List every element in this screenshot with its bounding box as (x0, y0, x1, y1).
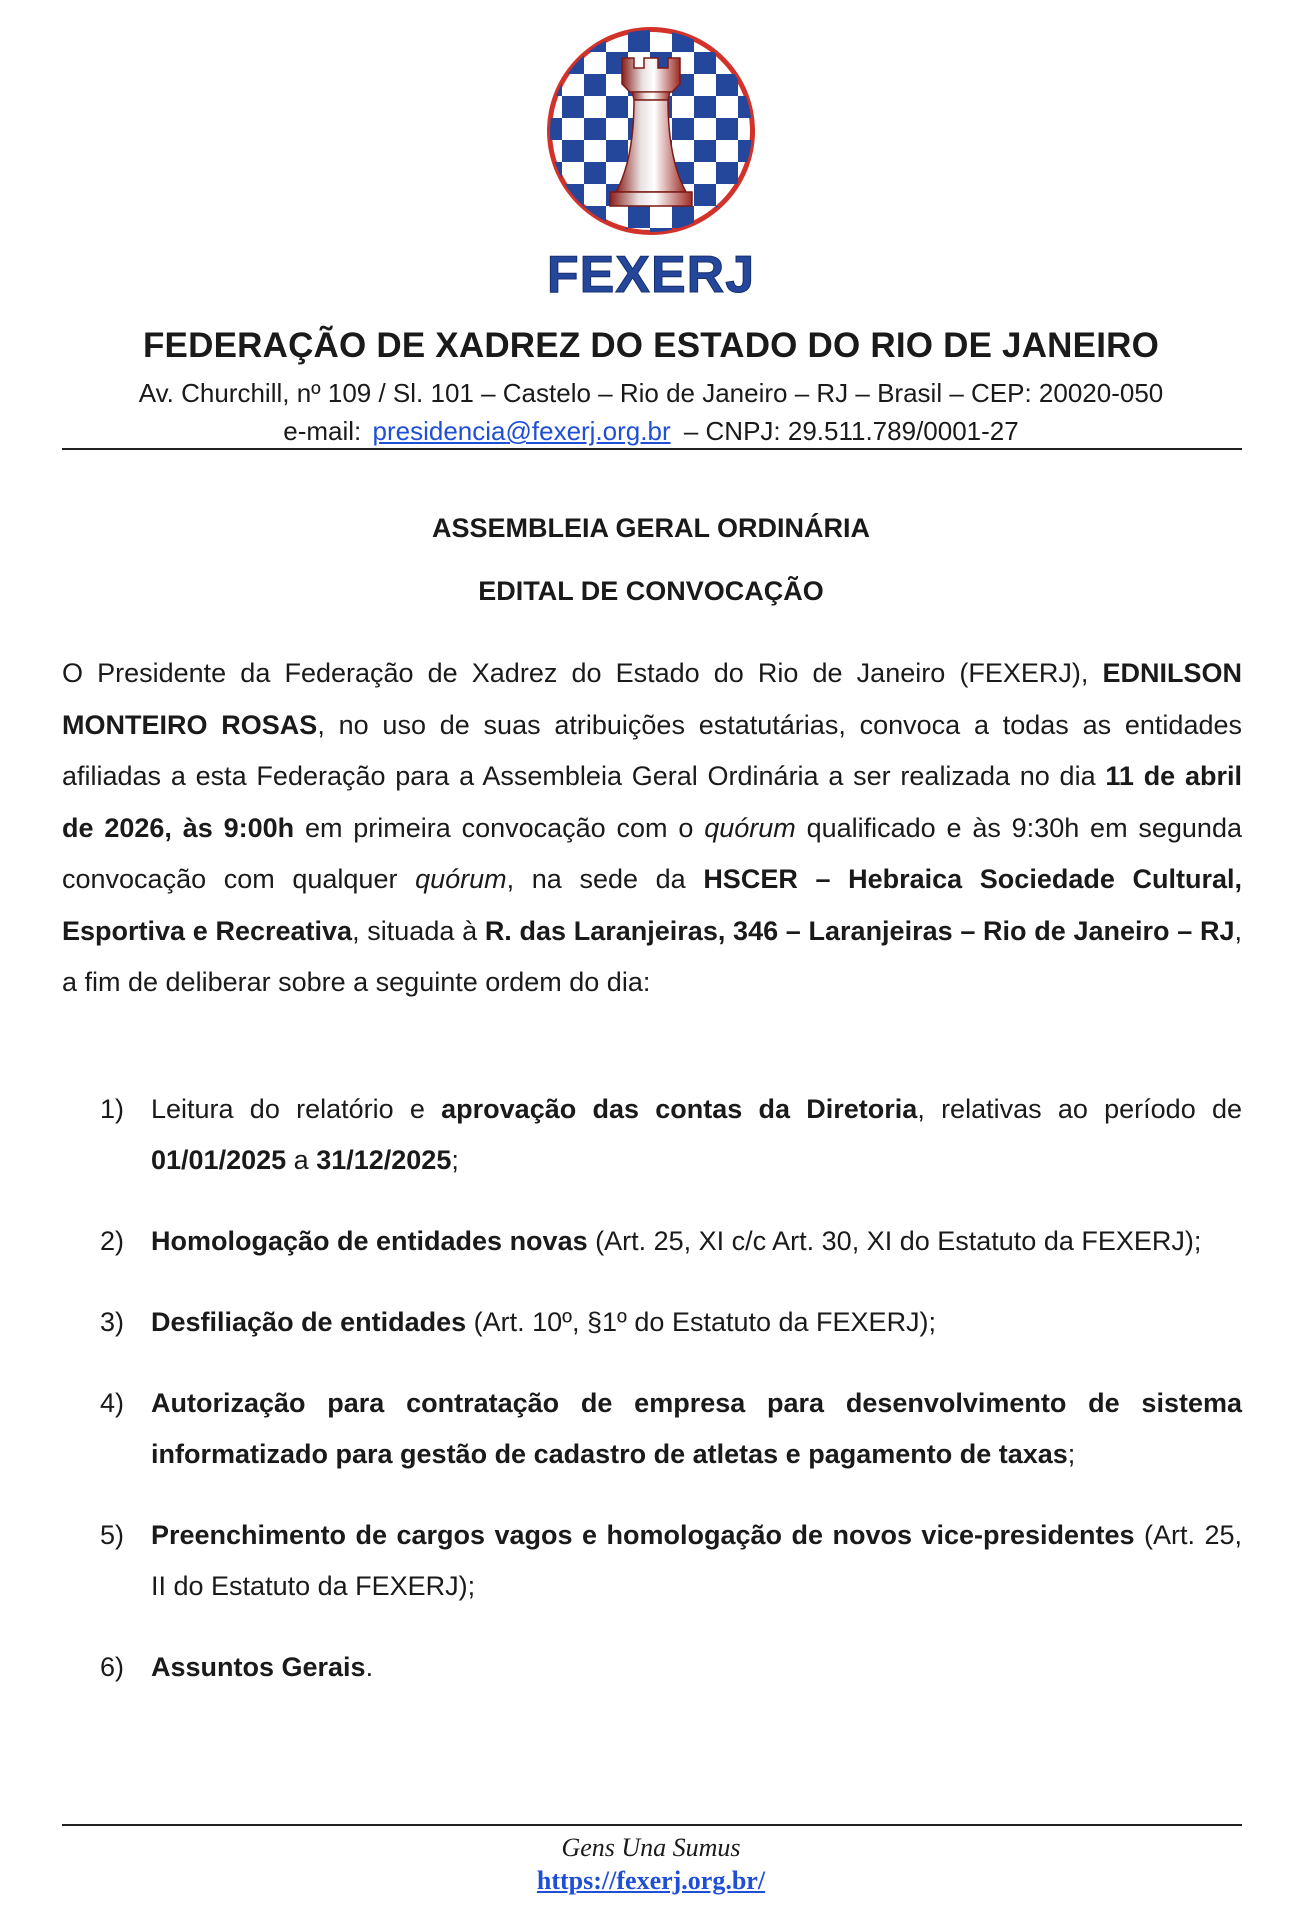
agenda-bold-text: aprovação das contas da Diretoria (441, 1094, 918, 1124)
agenda-number: 1) (100, 1094, 125, 1124)
checker-square (606, 96, 628, 118)
agenda-item (100, 1084, 1242, 1186)
agenda-item (100, 1297, 1242, 1348)
body-text-3: em primeira convocação com o (304, 812, 694, 843)
agenda-item (100, 1378, 1242, 1480)
agenda-text: (Art. 10º, §1º do Estatuto da FEXERJ); (466, 1307, 937, 1337)
header-divider (62, 448, 1242, 450)
checker-square (694, 96, 716, 118)
agenda-bold-text: Preenchimento de cargos vagos e homologação de novos vice-presidentes (151, 1520, 1135, 1550)
assembly-title: ASSEMBLEIA GERAL ORDINÁRIA (431, 513, 871, 543)
org-name: FEDERAÇÃO DE XADREZ DO ESTADO DO RIO DE JANEIRO (142, 326, 1160, 365)
email-link[interactable]: presidencia@fexerj.org.br (372, 416, 671, 446)
checker-square (606, 140, 628, 162)
convocation-paragraph (62, 648, 1242, 1009)
quorum-term-1: quórum (704, 812, 796, 843)
checker-square (760, 74, 762, 96)
chess-rook-icon (540, 26, 762, 304)
logo-text: FEXERJ (546, 246, 756, 304)
agenda-item (100, 1642, 1242, 1693)
agenda-text: ; (451, 1145, 459, 1175)
checker-square (694, 140, 716, 162)
agenda-bold-text: Homologação de entidades novas (151, 1226, 588, 1256)
body-text-4: qualificado e às 9:30h em segunda convocação com qualquer (62, 812, 1242, 894)
agenda-number: 3) (100, 1307, 125, 1337)
agenda-list (100, 1084, 1242, 1723)
checker-square (562, 140, 584, 162)
checker-square (760, 206, 762, 228)
body-text-6: , situada à (352, 915, 478, 946)
checker-square (738, 184, 760, 206)
notice-title: EDITAL DE CONVOCAÇÃO (478, 576, 824, 606)
checker-square (628, 30, 650, 52)
cnpj: – CNPJ: 29.511.789/0001-27 (683, 416, 1019, 446)
checker-square (760, 162, 762, 184)
body-text-1: O Presidente da Federação de Xadrez do Estado do Rio de Janeiro (FEXERJ), (62, 658, 1089, 688)
checker-square (760, 118, 762, 140)
agenda-text: Leitura do relatório e (151, 1094, 425, 1124)
agenda-text: (Art. 25, XI c/c Art. 30, XI do Estatuto da FEXERJ); (587, 1226, 1202, 1256)
checker-square (716, 162, 738, 184)
agenda-bold-text: Assuntos Gerais (151, 1652, 366, 1682)
checker-square (540, 118, 562, 140)
agenda-text: a (293, 1145, 309, 1175)
venue-name: HSCER – Hebraica Sociedade Cultural, Esportiva e Recreativa (62, 864, 1242, 946)
checker-square (716, 118, 738, 140)
checker-square (760, 30, 762, 52)
president-name: EDNILSON MONTEIRO ROSAS (62, 658, 1242, 740)
agenda-text: ; (1067, 1439, 1076, 1469)
agenda-bold-text: Autorização para contratação de empresa para desenvolvimento de sistema informatizado para gestão de cadastro de atletas e pagamento de taxas (151, 1388, 1242, 1469)
org-address: Av. Churchill, nº 109 / Sl. 101 – Castelo – Rio de Janeiro – RJ – Brasil – CEP: 20020-050 (138, 378, 1164, 408)
body-text-7: , a fim de deliberar sobre a seguinte ordem do dia: (62, 915, 1242, 997)
agenda-item (100, 1216, 1242, 1267)
agenda-number: 2) (100, 1226, 125, 1256)
footer-divider (62, 1824, 1242, 1826)
checker-square (584, 118, 606, 140)
agenda-text: . (365, 1652, 374, 1682)
checker-square (540, 30, 562, 52)
fexerj-logo (540, 26, 762, 304)
agenda-item (100, 1510, 1242, 1612)
website-link[interactable]: https://fexerj.org.br/ (536, 1866, 766, 1895)
body-text-2: , no uso de suas atribuições estatutárias, convoca a todas as entidades afiliadas a esta Federação para a Assembleia Geral Ordinária a ser realizada no dia (62, 709, 1242, 791)
website-line (0, 1866, 1302, 1896)
agenda-number: 4) (100, 1388, 125, 1418)
checker-square (694, 52, 716, 74)
agenda-number: 5) (100, 1520, 125, 1550)
checker-square (584, 162, 606, 184)
checker-square (540, 206, 562, 228)
email-label: e-mail: (283, 416, 362, 446)
motto: Gens Una Sumus (561, 1833, 741, 1862)
period-start-date: 01/01/2025 (151, 1145, 287, 1175)
body-text-5: , na sede da (506, 864, 686, 894)
checker-square (628, 206, 650, 228)
meeting-date-time: 11 de abril de 2026, às 9:00h (62, 761, 1242, 843)
agenda-number: 6) (100, 1652, 125, 1682)
agenda-text: (Art. 25, II do Estatuto da FEXERJ); (151, 1520, 1243, 1601)
checker-square (694, 184, 716, 206)
checker-square (738, 52, 760, 74)
period-end-date: 31/12/2025 (316, 1145, 452, 1175)
agenda-text: , relativas ao período de (917, 1094, 1242, 1124)
contact-line (0, 416, 1302, 447)
venue-address: R. das Laranjeiras, 346 – Laranjeiras – Rio de Janeiro – RJ (484, 915, 1235, 946)
checker-square (716, 74, 738, 96)
agenda-bold-text: Desfiliação de entidades (151, 1307, 467, 1337)
checker-square (672, 118, 694, 140)
checker-square (716, 30, 738, 52)
checker-square (584, 74, 606, 96)
quorum-term-2: quórum (415, 864, 507, 894)
checker-square (562, 96, 584, 118)
